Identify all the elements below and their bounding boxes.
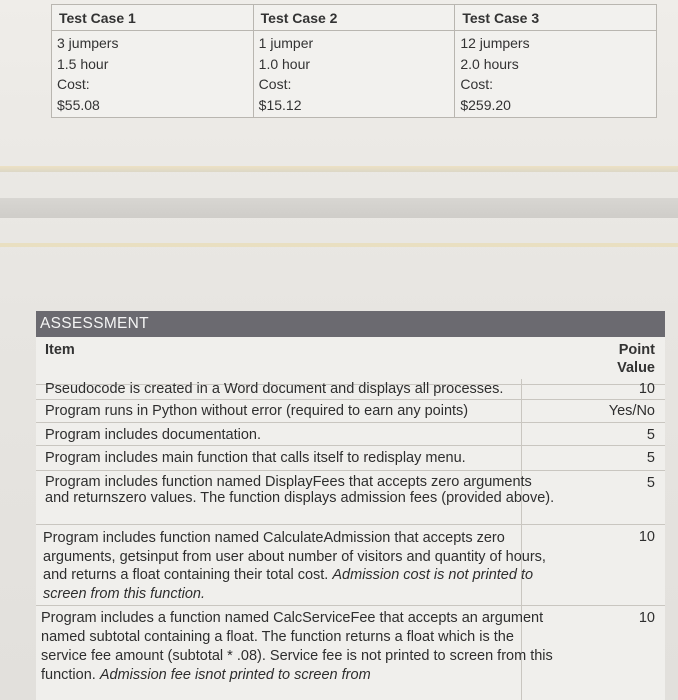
test-case-column — [455, 5, 656, 117]
row-points: 10 — [638, 381, 655, 397]
assessment-row — [36, 379, 665, 400]
test-case-cost-label: Cost: — [460, 76, 494, 92]
row-points: 10 — [638, 529, 655, 545]
assessment-title: ASSESSMENT — [36, 311, 665, 337]
divider — [0, 166, 678, 172]
row-points: 5 — [646, 475, 655, 491]
row-text: Program runs in Python without error (required to earn any points) — [45, 403, 469, 419]
test-case-cost: $15.12 — [258, 96, 302, 113]
test-case-hours: 2.0 hours — [460, 55, 519, 72]
test-case-title: Test Case 1 — [52, 5, 253, 31]
row-text — [41, 609, 560, 685]
row-text-main: Program includes function named CalculateAdmission that accepts zero arguments, getsinput from user about number of visitors and quantity of hours, and returns a float containing their total cost. — [43, 530, 546, 583]
assessment-row — [36, 525, 665, 606]
row-points: 5 — [646, 450, 655, 466]
test-case-cost-label: Cost: — [57, 76, 90, 92]
test-case-column — [254, 5, 456, 117]
point-header-line: Point — [618, 342, 655, 358]
assessment-row — [36, 606, 665, 700]
assessment-row — [36, 446, 665, 471]
row-text-main: Program includes a function named CalcServiceFee that accepts an argument named subtotal containing a float. The function returns a float which is the service fee amount (subtotal * .08). Service fee is not printed to screen from this function. — [41, 610, 553, 683]
assessment-row — [36, 423, 665, 446]
test-case-title: Test Case 2 — [254, 5, 455, 31]
test-case-hours: 1.0 hour — [258, 55, 311, 72]
test-case-jumpers: 1 jumper — [258, 35, 314, 51]
row-text: Program includes main function that calls itself to redisplay menu. — [45, 450, 466, 466]
item-header: Item — [45, 342, 75, 358]
test-case-cost-label: Cost: — [258, 76, 292, 92]
assessment-row — [36, 400, 665, 423]
test-case-title: Test Case 3 — [455, 5, 656, 31]
row-points: 10 — [638, 610, 655, 626]
test-case-table — [51, 4, 657, 118]
point-value-header — [617, 341, 655, 377]
point-header-line: Value — [617, 360, 655, 376]
test-case-cost: $259.20 — [460, 96, 511, 113]
row-points: 5 — [646, 427, 655, 443]
row-points: Yes/No — [608, 403, 655, 419]
row-text — [43, 529, 560, 603]
test-case-cost: $55.08 — [57, 96, 100, 113]
divider — [0, 243, 678, 247]
row-text: Program includes function named DisplayFees that accepts zero arguments and returnszero values. The function displays admission fees (provided above). — [45, 474, 555, 506]
assessment-table — [36, 311, 665, 700]
row-text-italic: Admission fee isnot printed to screen from — [99, 667, 371, 683]
test-case-jumpers: 3 jumpers — [57, 35, 119, 51]
row-text: Pseudocode is created in a Word document and displays all processes. — [45, 381, 504, 397]
test-case-hours: 1.5 hour — [57, 55, 109, 72]
row-text-italic: Admission cost is not printed to screen from this function. — [43, 567, 534, 602]
test-case-column — [52, 5, 254, 117]
row-text: Program includes documentation. — [45, 427, 262, 443]
divider — [0, 198, 678, 218]
test-case-jumpers: 12 jumpers — [460, 35, 530, 51]
assessment-row — [36, 471, 665, 525]
